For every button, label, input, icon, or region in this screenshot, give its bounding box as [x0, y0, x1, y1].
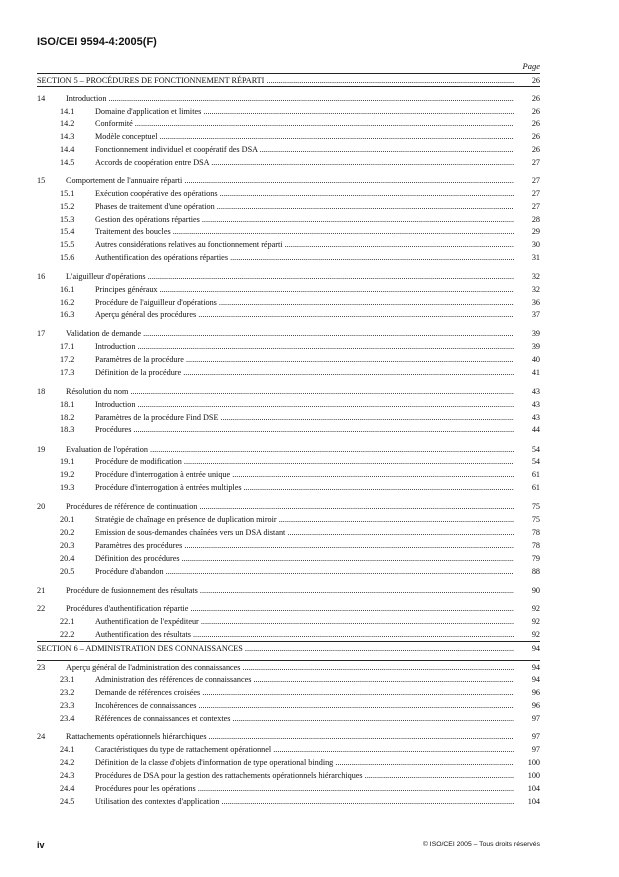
- toc-entry[interactable]: [37, 424, 540, 435]
- toc-entry-title: SECTION 5 – PROCÉDURES DE FONCTIONNEMENT RÉPARTI .....: [37, 75, 514, 86]
- toc-entry[interactable]: [37, 118, 540, 129]
- toc-entry-number: 24.4: [60, 784, 75, 793]
- toc-entry[interactable]: [37, 412, 540, 423]
- toc-entry-page: 96: [531, 688, 540, 697]
- toc-entry-page: 28: [531, 215, 540, 224]
- toc-entry-title: Exécution coopérative des opérations .....: [95, 188, 514, 199]
- toc-entry-title: L'aiguilleur d'opérations .....: [66, 271, 514, 282]
- toc-entry-number: 14.5: [60, 158, 75, 167]
- toc-entry-page: 94: [531, 644, 540, 653]
- toc-entry-title: Références de connaissances et contextes .....: [95, 713, 514, 724]
- toc-entry[interactable]: [37, 687, 540, 698]
- toc-entry[interactable]: [37, 662, 540, 673]
- toc-entry-title: Stratégie de chaînage en présence de duplication miroir .....: [95, 514, 514, 525]
- toc-entry-title: Définition des procédures .....: [95, 553, 514, 564]
- toc-entry-page: 100: [527, 758, 540, 767]
- page-number: iv: [37, 840, 45, 850]
- toc-entry-number: 15.5: [60, 240, 75, 249]
- page-column-label: Page: [522, 61, 540, 71]
- toc-entry-number: 23.2: [60, 688, 75, 697]
- toc-entry-page: 75: [531, 502, 540, 511]
- toc-entry-number: 20.4: [60, 554, 75, 563]
- toc-entry[interactable]: [37, 700, 540, 711]
- toc-entry-title: Comportement de l'annuaire réparti .....: [66, 175, 514, 186]
- toc-entry-number: 15.6: [60, 253, 75, 262]
- toc-entry-page: 92: [531, 617, 540, 626]
- toc-entry[interactable]: [37, 214, 540, 225]
- toc-entry-title: Traitement des boucles .....: [95, 226, 514, 237]
- toc-entry-title: Procédures d'authentification répartie .....: [66, 603, 514, 614]
- toc-entry-page: 100: [527, 771, 540, 780]
- toc-entry[interactable]: [37, 386, 540, 397]
- toc-entry-title: Procédure de modification .....: [95, 456, 514, 467]
- toc-entry-page: 94: [531, 675, 540, 684]
- toc-entry-page: 26: [531, 76, 540, 85]
- toc-entry[interactable]: [37, 744, 540, 755]
- toc-entry-title: Administration des références de connaissances .....: [95, 674, 514, 685]
- toc-entry-title: Autres considérations relatives au fonctionnement réparti .....: [95, 239, 514, 250]
- toc-entry-title: Conformité .....: [95, 118, 514, 129]
- toc-entry[interactable]: [37, 514, 540, 525]
- toc-entry-page: 26: [531, 119, 540, 128]
- toc-entry-number: 17.2: [60, 355, 75, 364]
- toc-entry-title: Définition de la classe d'objets d'information de type operational binding .....: [95, 757, 514, 768]
- toc-entry-number: 19.2: [60, 470, 75, 479]
- copyright-notice: © ISO/CEI 2005 – Tous droits réservés: [422, 841, 540, 848]
- toc-entry-page: 41: [531, 368, 540, 377]
- toc-entry-page: 104: [527, 784, 540, 793]
- toc-entry-page: 44: [531, 425, 540, 434]
- toc-entry-page: 94: [531, 663, 540, 672]
- toc-entry-page: 78: [531, 528, 540, 537]
- toc-entry-page: 61: [531, 470, 540, 479]
- toc-entry-title: Aperçu général des procédures .....: [95, 309, 514, 320]
- toc-entry-title: Rattachements opérationnels hiérarchiques .....: [66, 731, 514, 742]
- toc-entry[interactable]: [37, 284, 540, 295]
- toc-entry-title: Caractéristiques du type de rattachement opérationnel .....: [95, 744, 514, 755]
- toc-entry-number: 15.3: [60, 215, 75, 224]
- toc-entry-page: 27: [531, 202, 540, 211]
- toc-entry-page: 31: [531, 253, 540, 262]
- toc-entry[interactable]: [37, 399, 540, 410]
- toc-entry[interactable]: [37, 239, 540, 250]
- toc-entry-number: 23: [37, 663, 46, 672]
- toc-entry-page: 97: [531, 732, 540, 741]
- toc-entry-page: 97: [531, 714, 540, 723]
- toc-entry-number: 20.3: [60, 541, 75, 550]
- toc-entry-title: Procédure de fusionnement des résultats .....: [66, 585, 514, 596]
- toc-entry-number: 23.1: [60, 675, 75, 684]
- toc-entry-number: 24.2: [60, 758, 75, 767]
- toc-entry-page: 92: [531, 604, 540, 613]
- toc-entry[interactable]: [37, 553, 540, 564]
- toc-entry-page: 97: [531, 745, 540, 754]
- toc-entry-page: 88: [531, 567, 540, 576]
- toc-entry-number: 18: [37, 387, 46, 396]
- toc-entry-page: 104: [527, 797, 540, 806]
- toc-entry-title: Procédure d'interrogation à entrée unique .....: [95, 469, 514, 480]
- toc-entry-number: 20.2: [60, 528, 75, 537]
- toc-entry-title: Procédure de l'aiguilleur d'opérations .....: [95, 297, 514, 308]
- toc-entry-number: 23.4: [60, 714, 75, 723]
- toc-entry[interactable]: [37, 770, 540, 781]
- toc-entry-title: Domaine d'application et limites .....: [95, 106, 514, 117]
- toc-entry-number: 21: [37, 586, 46, 595]
- toc-entry-page: 75: [531, 515, 540, 524]
- toc-entry[interactable]: [37, 566, 540, 577]
- toc-entry-number: 22.2: [60, 630, 75, 639]
- toc-entry-number: 20: [37, 502, 46, 511]
- toc-entry-page: 92: [531, 630, 540, 639]
- toc-entry-page: 27: [531, 158, 540, 167]
- toc-entry-title: Procédures .....: [95, 424, 514, 435]
- toc-entry-title: Authentification de l'expéditeur .....: [95, 616, 514, 627]
- toc-entry-number: 20.5: [60, 567, 75, 576]
- toc-entry-number: 18.2: [60, 413, 75, 422]
- toc-entry-number: 14.2: [60, 119, 75, 128]
- toc-entry-title: Paramètres des procédures .....: [95, 540, 514, 551]
- toc-entry-title: Introduction .....: [95, 399, 514, 410]
- toc-entry-page: 96: [531, 701, 540, 710]
- toc-entry[interactable]: [37, 757, 540, 768]
- toc-entry-number: 15.2: [60, 202, 75, 211]
- toc-entry-number: 16.2: [60, 298, 75, 307]
- toc-entry-page: 26: [531, 107, 540, 116]
- toc-entry-page: 32: [531, 272, 540, 281]
- toc-entry-page: 26: [531, 145, 540, 154]
- toc-entry-number: 18.1: [60, 400, 75, 409]
- toc-entry-title: Phases de traitement d'une opération .....: [95, 201, 514, 212]
- toc-entry[interactable]: [37, 106, 540, 117]
- toc-entry-number: 16.1: [60, 285, 75, 294]
- toc-entry[interactable]: [37, 341, 540, 352]
- toc-entry-title: Emission de sous-demandes chaînées vers un DSA distant .....: [95, 527, 514, 538]
- toc-entry-number: 16: [37, 272, 46, 281]
- section-rule: [37, 86, 540, 87]
- toc-entry[interactable]: [37, 674, 540, 685]
- section-rule: [37, 660, 540, 661]
- toc-entry-title: Demande de références croisées .....: [95, 687, 514, 698]
- toc-entry-page: 54: [531, 445, 540, 454]
- toc-entry-page: 43: [531, 400, 540, 409]
- toc-entry-page: 26: [531, 94, 540, 103]
- toc-entry[interactable]: [37, 93, 540, 104]
- toc-entry-number: 17.3: [60, 368, 75, 377]
- toc-entry-number: 14.4: [60, 145, 75, 154]
- toc-entry-page: 90: [531, 586, 540, 595]
- toc-entry-title: Gestion des opérations réparties .....: [95, 214, 514, 225]
- toc-entry-page: 36: [531, 298, 540, 307]
- toc-entry-page: 39: [531, 342, 540, 351]
- toc-entry-title: SECTION 6 – ADMINISTRATION DES CONNAISSANCES .....: [37, 643, 514, 654]
- toc-entry-title: Validation de demande .....: [66, 328, 514, 339]
- toc-entry-number: 17.1: [60, 342, 75, 351]
- toc-entry-page: 37: [531, 310, 540, 319]
- toc-entry-page: 27: [531, 176, 540, 185]
- document-id: ISO/CEI 9594-4:2005(F): [37, 36, 157, 48]
- toc-entry[interactable]: [37, 540, 540, 551]
- toc-entry-page: 61: [531, 483, 540, 492]
- toc-entry[interactable]: [37, 252, 540, 263]
- toc-entry-number: 19.3: [60, 483, 75, 492]
- toc-entry[interactable]: [37, 796, 540, 807]
- toc-entry-number: 14.1: [60, 107, 75, 116]
- toc-entry-number: 15.4: [60, 227, 75, 236]
- toc-entry-page: 78: [531, 541, 540, 550]
- toc-entry-page: 32: [531, 285, 540, 294]
- toc-entry-number: 19.1: [60, 457, 75, 466]
- toc-entry-title: Evaluation de l'opération .....: [66, 444, 514, 455]
- toc-entry[interactable]: [37, 713, 540, 724]
- toc-entry[interactable]: [37, 527, 540, 538]
- toc-entry-title: Accords de coopération entre DSA .....: [95, 157, 514, 168]
- toc-entry-title: Utilisation des contextes d'application .....: [95, 796, 514, 807]
- toc-entry-number: 18.3: [60, 425, 75, 434]
- toc-entry-title: Paramètres de la procédure .....: [95, 354, 514, 365]
- toc-entry[interactable]: [37, 444, 540, 455]
- toc-entry-page: 39: [531, 329, 540, 338]
- toc-section[interactable]: [37, 643, 540, 654]
- toc-entry-title: Procédure d'interrogation à entrées multiples .....: [95, 482, 514, 493]
- toc-entry-title: Fonctionnement individuel et coopératif des DSA .....: [95, 144, 514, 155]
- toc-entry[interactable]: [37, 783, 540, 794]
- toc-entry-title: Principes généraux .....: [95, 284, 514, 295]
- toc-entry[interactable]: [37, 271, 540, 282]
- toc-entry-number: 20.1: [60, 515, 75, 524]
- toc-entry-title: Résolution du nom .....: [66, 386, 514, 397]
- toc-entry-number: 15.1: [60, 189, 75, 198]
- toc-entry-number: 16.3: [60, 310, 75, 319]
- toc-entry[interactable]: [37, 157, 540, 168]
- toc-entry[interactable]: [37, 328, 540, 339]
- toc-entry-title: Introduction .....: [66, 93, 514, 104]
- toc-entry[interactable]: [37, 585, 540, 596]
- toc-entry-number: 14.3: [60, 132, 75, 141]
- toc-entry[interactable]: [37, 297, 540, 308]
- toc-entry[interactable]: [37, 226, 540, 237]
- toc-entry[interactable]: [37, 354, 540, 365]
- toc-entry[interactable]: [37, 144, 540, 155]
- toc-entry[interactable]: [37, 175, 540, 186]
- toc-entry-title: Procédures pour les opérations .....: [95, 783, 514, 794]
- section-rule: [37, 641, 540, 642]
- toc-entry[interactable]: [37, 469, 540, 480]
- toc-entry-number: 19: [37, 445, 46, 454]
- toc-entry-page: 54: [531, 457, 540, 466]
- toc-entry[interactable]: [37, 501, 540, 512]
- toc-entry[interactable]: [37, 309, 540, 320]
- toc-entry-page: 29: [531, 227, 540, 236]
- toc-entry-page: 40: [531, 355, 540, 364]
- toc-entry-title: Paramètres de la procédure Find DSE .....: [95, 412, 514, 423]
- toc-entry[interactable]: [37, 629, 540, 640]
- toc-entry[interactable]: [37, 201, 540, 212]
- top-rule: [37, 73, 540, 74]
- toc-entry-title: Authentification des opérations réparties .....: [95, 252, 514, 263]
- toc-entry-number: 15: [37, 176, 46, 185]
- toc-entry-title: Incohérences de connaissances .....: [95, 700, 514, 711]
- toc-entry-number: 22.1: [60, 617, 75, 626]
- toc-entry-title: Procédure d'abandon .....: [95, 566, 514, 577]
- toc-entry[interactable]: [37, 482, 540, 493]
- toc-entry-page: 27: [531, 189, 540, 198]
- toc-entry-title: Modèle conceptuel .....: [95, 131, 514, 142]
- toc-entry[interactable]: [37, 367, 540, 378]
- toc-entry-page: 30: [531, 240, 540, 249]
- toc-entry[interactable]: [37, 616, 540, 627]
- toc-entry-page: 26: [531, 132, 540, 141]
- toc-entry[interactable]: [37, 131, 540, 142]
- toc-entry-title: Procédures de référence de continuation .....: [66, 501, 514, 512]
- toc-entry-number: 17: [37, 329, 46, 338]
- toc-entry-number: 24.3: [60, 771, 75, 780]
- toc-entry[interactable]: [37, 731, 540, 742]
- toc-entry-number: 24.5: [60, 797, 75, 806]
- toc-entry-title: Procédures de DSA pour la gestion des rattachements opérationnels hiérarchiques .....: [95, 770, 514, 781]
- toc-entry[interactable]: [37, 188, 540, 199]
- toc-entry-number: 24.1: [60, 745, 75, 754]
- toc-entry-page: 43: [531, 387, 540, 396]
- toc-entry-number: 23.3: [60, 701, 75, 710]
- toc-entry-title: Définition de la procédure .....: [95, 367, 514, 378]
- toc-entry[interactable]: [37, 603, 540, 614]
- toc-entry-title: Authentification des résultats .....: [95, 629, 514, 640]
- toc-section[interactable]: [37, 75, 540, 86]
- toc-entry-number: 22: [37, 604, 46, 613]
- toc-entry-title: Introduction .....: [95, 341, 514, 352]
- toc-entry-page: 43: [531, 413, 540, 422]
- toc-entry-title: Aperçu général de l'administration des connaissances .....: [66, 662, 514, 673]
- toc-entry[interactable]: [37, 456, 540, 467]
- toc-entry-page: 79: [531, 554, 540, 563]
- toc-entry-number: 24: [37, 732, 46, 741]
- toc-entry-number: 14: [37, 94, 46, 103]
